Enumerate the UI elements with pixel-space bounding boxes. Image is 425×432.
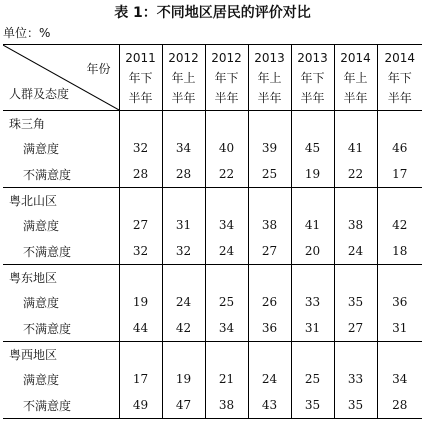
empty-cell bbox=[334, 342, 377, 367]
region-row bbox=[3, 111, 422, 136]
corner-year-label: 年份 bbox=[86, 62, 111, 76]
year-value: 2012 bbox=[168, 50, 199, 65]
value-cell: 33 bbox=[291, 289, 334, 315]
table-title: 表 1：不同地区居民的评价对比 bbox=[114, 5, 311, 21]
region-label: 粤北山区 bbox=[9, 193, 58, 208]
half-value: 年上 bbox=[257, 70, 282, 85]
value-cell: 49 bbox=[119, 392, 162, 419]
region-label: 粤西地区 bbox=[9, 347, 58, 362]
value-cell: 25 bbox=[291, 366, 334, 392]
value-cell: 34 bbox=[377, 366, 422, 392]
value-cell: 32 bbox=[162, 238, 205, 265]
value-cell: 43 bbox=[248, 392, 291, 419]
attitude-label: 不满意度 bbox=[3, 315, 119, 342]
empty-cell bbox=[334, 111, 377, 136]
year-value: 2014 bbox=[340, 50, 371, 65]
year-value: 2011 bbox=[125, 50, 156, 65]
value-cell: 19 bbox=[162, 366, 205, 392]
value-cell: 39 bbox=[248, 135, 291, 161]
year-value: 2013 bbox=[297, 50, 328, 65]
value-cell: 27 bbox=[248, 238, 291, 265]
value-cell: 36 bbox=[377, 289, 422, 315]
year-header bbox=[119, 45, 162, 111]
attitude-label: 满意度 bbox=[23, 218, 60, 233]
half-value: 年下 bbox=[300, 70, 325, 85]
region-row bbox=[3, 188, 422, 213]
value-cell: 34 bbox=[205, 212, 248, 238]
half-suffix: 半年 bbox=[300, 90, 325, 105]
empty-cell bbox=[205, 265, 248, 290]
empty-cell bbox=[248, 188, 291, 213]
empty-cell bbox=[205, 111, 248, 136]
value-cell: 22 bbox=[205, 161, 248, 188]
empty-cell bbox=[119, 342, 162, 367]
value-cell: 34 bbox=[162, 135, 205, 161]
value-cell: 26 bbox=[248, 289, 291, 315]
empty-cell bbox=[162, 188, 205, 213]
empty-cell bbox=[334, 265, 377, 290]
empty-cell bbox=[205, 342, 248, 367]
empty-cell bbox=[291, 342, 334, 367]
empty-cell bbox=[162, 265, 205, 290]
value-cell: 38 bbox=[334, 212, 377, 238]
year-header bbox=[334, 45, 377, 111]
attitude-label: 不满意度 bbox=[3, 392, 119, 419]
empty-cell bbox=[377, 188, 422, 213]
value-cell: 28 bbox=[119, 161, 162, 188]
value-cell: 41 bbox=[334, 135, 377, 161]
empty-cell bbox=[291, 265, 334, 290]
value-cell: 44 bbox=[119, 315, 162, 342]
empty-cell bbox=[291, 188, 334, 213]
value-cell: 32 bbox=[119, 135, 162, 161]
value-cell: 31 bbox=[377, 315, 422, 342]
year-header bbox=[162, 45, 205, 111]
year-header bbox=[248, 45, 291, 111]
table-row bbox=[3, 315, 422, 342]
value-cell: 33 bbox=[334, 366, 377, 392]
year-value: 2013 bbox=[254, 50, 285, 65]
half-suffix: 半年 bbox=[343, 90, 368, 105]
value-cell: 47 bbox=[162, 392, 205, 419]
value-cell: 31 bbox=[291, 315, 334, 342]
value-cell: 32 bbox=[119, 238, 162, 265]
attitude-label: 满意度 bbox=[23, 295, 60, 310]
value-cell: 27 bbox=[119, 212, 162, 238]
attitude-label: 不满意度 bbox=[3, 161, 119, 188]
attitude-label: 满意度 bbox=[23, 372, 60, 387]
half-suffix: 半年 bbox=[128, 90, 153, 105]
half-value: 年下 bbox=[214, 70, 239, 85]
empty-cell bbox=[248, 265, 291, 290]
value-cell: 24 bbox=[334, 238, 377, 265]
value-cell: 22 bbox=[334, 161, 377, 188]
unit-label: 单位：% bbox=[3, 26, 51, 40]
year-value: 2014 bbox=[384, 50, 416, 65]
region-label: 粤东地区 bbox=[9, 270, 58, 285]
value-cell: 18 bbox=[377, 238, 422, 265]
empty-cell bbox=[377, 111, 422, 136]
value-cell: 46 bbox=[377, 135, 422, 161]
header-corner-cell bbox=[3, 45, 119, 111]
corner-group-label: 人群及态度 bbox=[9, 87, 70, 101]
value-cell: 27 bbox=[334, 315, 377, 342]
value-cell: 35 bbox=[334, 392, 377, 419]
half-value: 年下 bbox=[387, 70, 412, 85]
year-header bbox=[291, 45, 334, 111]
value-cell: 17 bbox=[119, 366, 162, 392]
table-row bbox=[3, 212, 422, 238]
empty-cell bbox=[119, 188, 162, 213]
empty-cell bbox=[119, 111, 162, 136]
value-cell: 36 bbox=[248, 315, 291, 342]
year-header bbox=[377, 45, 422, 111]
value-cell: 42 bbox=[162, 315, 205, 342]
value-cell: 45 bbox=[291, 135, 334, 161]
value-cell: 38 bbox=[248, 212, 291, 238]
half-value: 年下 bbox=[128, 70, 153, 85]
region-label: 珠三角 bbox=[9, 116, 46, 131]
half-suffix: 半年 bbox=[387, 90, 412, 105]
value-cell: 28 bbox=[377, 392, 422, 419]
table-row bbox=[3, 392, 422, 419]
value-cell: 31 bbox=[162, 212, 205, 238]
empty-cell bbox=[162, 111, 205, 136]
year-header bbox=[205, 45, 248, 111]
value-cell: 19 bbox=[291, 161, 334, 188]
value-cell: 25 bbox=[205, 289, 248, 315]
empty-cell bbox=[334, 188, 377, 213]
table-row bbox=[3, 161, 422, 188]
empty-cell bbox=[377, 342, 422, 367]
table-row bbox=[3, 135, 422, 161]
empty-cell bbox=[162, 342, 205, 367]
region-row bbox=[3, 342, 422, 367]
empty-cell bbox=[119, 265, 162, 290]
value-cell: 41 bbox=[291, 212, 334, 238]
attitude-label: 满意度 bbox=[23, 141, 60, 156]
empty-cell bbox=[291, 111, 334, 136]
value-cell: 28 bbox=[162, 161, 205, 188]
empty-cell bbox=[248, 342, 291, 367]
header-row bbox=[3, 45, 422, 111]
value-cell: 42 bbox=[377, 212, 422, 238]
value-cell: 38 bbox=[205, 392, 248, 419]
half-value: 年上 bbox=[171, 70, 196, 85]
empty-cell bbox=[248, 111, 291, 136]
data-table bbox=[3, 44, 422, 419]
half-suffix: 半年 bbox=[214, 90, 239, 105]
empty-cell bbox=[377, 265, 422, 290]
value-cell: 19 bbox=[119, 289, 162, 315]
value-cell: 24 bbox=[162, 289, 205, 315]
table-body bbox=[3, 111, 422, 419]
table-row bbox=[3, 366, 422, 392]
attitude-label: 不满意度 bbox=[3, 238, 119, 265]
half-suffix: 半年 bbox=[257, 90, 282, 105]
value-cell: 20 bbox=[291, 238, 334, 265]
value-cell: 35 bbox=[291, 392, 334, 419]
value-cell: 24 bbox=[205, 238, 248, 265]
value-cell: 21 bbox=[205, 366, 248, 392]
region-row bbox=[3, 265, 422, 290]
value-cell: 24 bbox=[248, 366, 291, 392]
year-value: 2012 bbox=[211, 50, 242, 65]
value-cell: 35 bbox=[334, 289, 377, 315]
empty-cell bbox=[205, 188, 248, 213]
half-value: 年上 bbox=[343, 70, 368, 85]
value-cell: 17 bbox=[377, 161, 422, 188]
table-row bbox=[3, 289, 422, 315]
value-cell: 34 bbox=[205, 315, 248, 342]
value-cell: 25 bbox=[248, 161, 291, 188]
value-cell: 40 bbox=[205, 135, 248, 161]
half-suffix: 半年 bbox=[171, 90, 196, 105]
table-row bbox=[3, 238, 422, 265]
